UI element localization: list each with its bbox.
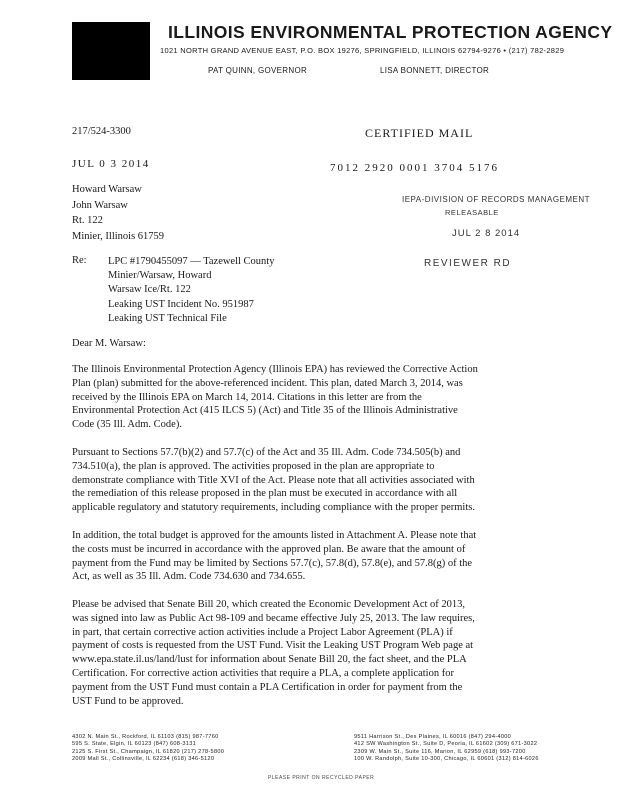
footer-line: 9511 Harrison St., Des Plaines, IL 60016 (847) 294-4000 — [354, 734, 512, 740]
body-line: payment of costs is requested from the UST Fund. Visit the Leaking UST Program Web page at — [72, 640, 474, 652]
recipient-line: John Warsaw — [72, 199, 128, 211]
body-line: the costs must be incurred in accordance with the approved plan. Be aware that the amount of — [72, 543, 466, 555]
agency-address: 1021 NORTH GRAND AVENUE EAST, P.O. BOX 19276, SPRINGFIELD, ILLINOIS 62794-9276 • (217) 782-2829 — [160, 46, 565, 55]
paragraph-review — [72, 363, 552, 432]
body-line: payment from the UST Fund must contain a PLA Certification in order for payment from the — [72, 681, 463, 693]
governor-name: PAT QUINN, GOVERNOR — [208, 66, 308, 75]
letter-date: JUL 0 3 2014 — [72, 158, 150, 170]
footer-line: 595 S. State, Elgin, IL 60123 (847) 608-3131 — [72, 741, 197, 748]
director-name: LISA BONNETT, DIRECTOR — [380, 66, 490, 75]
tracking-number: 7012 2920 0001 3704 5176 — [330, 162, 499, 174]
body-line: UST Fund to be approved. — [72, 695, 184, 707]
paragraph-approval — [72, 446, 552, 515]
body-line: applicable regulatory and statutory requirements, including compliance with the proper permits. — [72, 502, 475, 514]
footer-line: 412 SW Washington St., Suite D, Peoria, IL 61602 (309) 671-3022 — [354, 741, 538, 748]
agency-logo — [72, 22, 150, 80]
recipient-line: Minier, Illinois 61759 — [72, 230, 165, 242]
body-line: Please be advised that Senate Bill 20, which created the Economic Development Act of 2013, — [72, 599, 466, 610]
salutation: Dear M. Warsaw: — [72, 338, 146, 349]
reviewer-stamp: REVIEWER RD — [424, 258, 512, 269]
body-line: In addition, the total budget is approved for the amounts listed in Attachment A. Please note that — [72, 530, 477, 541]
reference-line: Minier/Warsaw, Howard — [108, 270, 212, 282]
body-line: Act, as well as 35 Ill. Adm. Code 734.630 and 734.655. — [72, 571, 306, 583]
body-line: demonstrate compliance with Title XVI of the Act. Please note that all activities associated with — [72, 474, 475, 486]
paragraph-senate-bill — [72, 598, 552, 708]
phone-number: 217/524-3300 — [72, 126, 131, 137]
recipient-line: Howard Warsaw — [72, 184, 142, 195]
recipient-address — [72, 182, 164, 244]
agency-name: ILLINOIS ENVIRONMENTAL PROTECTION AGENCY — [168, 22, 613, 42]
recipient-line: Rt. 122 — [72, 215, 103, 226]
body-line: Environmental Protection Act (415 ILCS 5) (Act) and Title 35 of the Illinois Administrative — [72, 405, 458, 417]
certified-mail-label: CERTIFIED MAIL — [365, 126, 474, 140]
footer-line: 100 W. Randolph, Suite 10-300, Chicago, IL 60601 (312) 814-6026 — [354, 756, 539, 763]
body-line: was signed into law as Public Act 98-109 and became effective July 25, 2013. The law requires, — [72, 612, 475, 624]
received-stamp-date: JUL 2 8 2014 — [452, 228, 521, 239]
footer-offices-right — [354, 734, 539, 764]
body-line: Plan (plan) submitted for the above-referenced incident. This plan, dated March 3, 2014, was — [72, 377, 463, 389]
body-line: Code (35 Ill. Adm. Code). — [72, 419, 182, 431]
reference-block — [108, 255, 274, 326]
reference-line: Leaking UST Technical File — [108, 312, 227, 324]
body-line: payment from the Fund may be limited by Sections 57.7(c), 57.8(d), 57.8(e), and 57.8(g) of the — [72, 557, 473, 569]
body-line: www.epa.state.il.us/land/lust for information about Senate Bill 20, the fact sheet, and the PLA — [72, 654, 467, 666]
body-line: 734.510(a), the plan is approved. The activities proposed in the plan are appropriate to — [72, 460, 435, 472]
body-line: received by the Illinois EPA on March 14, 2014. Citations in this letter are from the — [72, 391, 422, 403]
received-stamp-line2: RELEASABLE — [445, 208, 499, 217]
footer-offices-left — [72, 734, 224, 764]
footer-line: 2309 W. Main St., Suite 116, Marion, IL 62959 (618) 993-7200 — [354, 748, 526, 755]
reference-line: Leaking UST Incident No. 951987 — [108, 298, 254, 310]
reference-line: LPC #1790455097 — Tazewell County — [108, 256, 275, 267]
footer-line: 2009 Mall St., Collinsville, IL 62234 (618) 346-5120 — [72, 756, 215, 763]
recycled-paper-note: PLEASE PRINT ON RECYCLED PAPER — [268, 775, 375, 781]
body-line: The Illinois Environmental Protection Agency (Illinois EPA) has reviewed the Corrective Action — [72, 364, 478, 375]
footer-line: 4302 N. Main St., Rockford, IL 61103 (815) 987-7760 — [72, 734, 219, 740]
paragraph-budget — [72, 529, 552, 584]
body-line: the remediation of this release proposed in the plan must be executed in accordance with all — [72, 488, 458, 500]
reference-label: Re: — [72, 255, 87, 266]
received-stamp-line1: IEPA-DIVISION OF RECORDS MANAGEMENT — [402, 195, 591, 204]
body-line: Pursuant to Sections 57.7(b)(2) and 57.7(c) of the Act and 35 Ill. Adm. Code 734.505(b) and — [72, 447, 461, 458]
body-line: Certification. For corrective action activities that require a PLA, a complete application for — [72, 667, 454, 679]
footer-line: 2125 S. First St., Champaign, IL 61820 (217) 278-5800 — [72, 748, 225, 755]
body-line: in part, that certain corrective action activities include a Project Labor Agreement (PLA) if — [72, 626, 453, 638]
reference-line: Warsaw Ice/Rt. 122 — [108, 284, 191, 296]
